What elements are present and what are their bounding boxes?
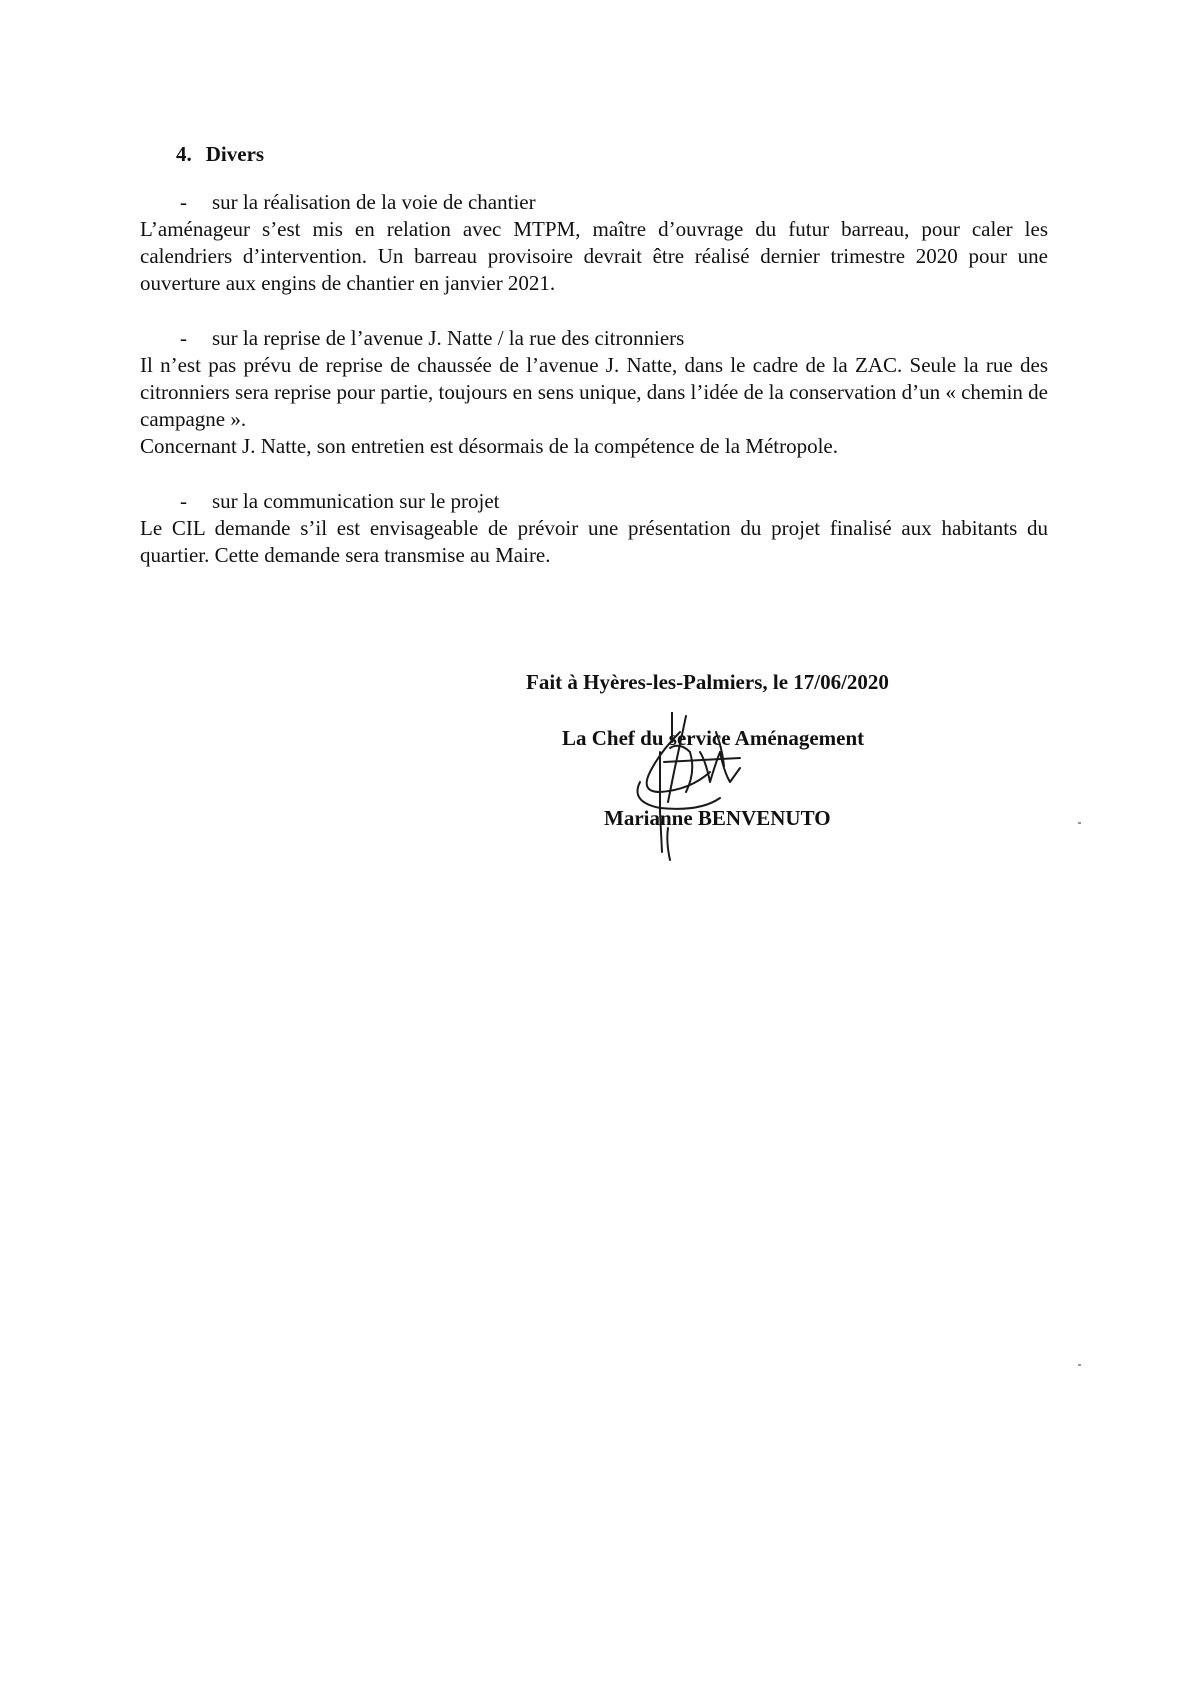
section-title: Divers: [205, 142, 265, 166]
document-body: [140, 140, 1048, 597]
bullet-dash: -: [180, 326, 187, 350]
signatory-title: La Chef du service Aménagement: [562, 726, 865, 750]
section-heading: [176, 140, 1048, 168]
section-number: 4.: [176, 142, 192, 166]
bullet-dash: -: [180, 489, 187, 513]
scan-speck: [1078, 822, 1081, 824]
bullet-dash: -: [180, 190, 187, 214]
scan-speck: [1078, 1364, 1081, 1366]
item-heading-text: sur la reprise de l’avenue J. Natte / la rue des citronniers: [212, 326, 685, 350]
item-heading: [140, 488, 1048, 515]
item-heading-text: sur la communication sur le projet: [212, 489, 500, 513]
item-paragraph: L’aménageur s’est mis en relation avec MTPM, maître d’ouvrage du futur barreau, pour caler les calendriers d’intervention. Un barreau provisoire devrait être réalisé dernier trimestre 2020 pour une ouverture aux engins de chantier en janvier 2021.: [140, 217, 1048, 295]
place-date: Fait à Hyères-les-Palmiers, le 17/06/2020: [526, 670, 889, 694]
item-paragraph: Concernant J. Natte, son entretien est désormais de la compétence de la Métropole.: [140, 434, 839, 458]
item-heading: [140, 325, 1048, 352]
handwritten-signature-icon: [620, 712, 810, 862]
item-reprise-avenue: [140, 325, 1048, 460]
item-communication: [140, 488, 1048, 569]
item-paragraph: Il n’est pas prévu de reprise de chaussée de l’avenue J. Natte, dans le cadre de la ZAC. Seule la rue des citronniers sera reprise pour partie, toujours en sens unique, dans l’idée de la conservation d’un « chemin de campagne ».: [140, 353, 1048, 431]
item-paragraph: Le CIL demande s’il est envisageable de prévoir une présentation du projet finalisé aux habitants du quartier. Cette demande sera transmise au Maire.: [140, 516, 1048, 567]
item-heading-text: sur la réalisation de la voie de chantier: [212, 190, 536, 214]
item-heading: [140, 189, 1048, 216]
signatory-name: Marianne BENVENUTO: [604, 806, 831, 830]
item-voie-chantier: [140, 189, 1048, 297]
